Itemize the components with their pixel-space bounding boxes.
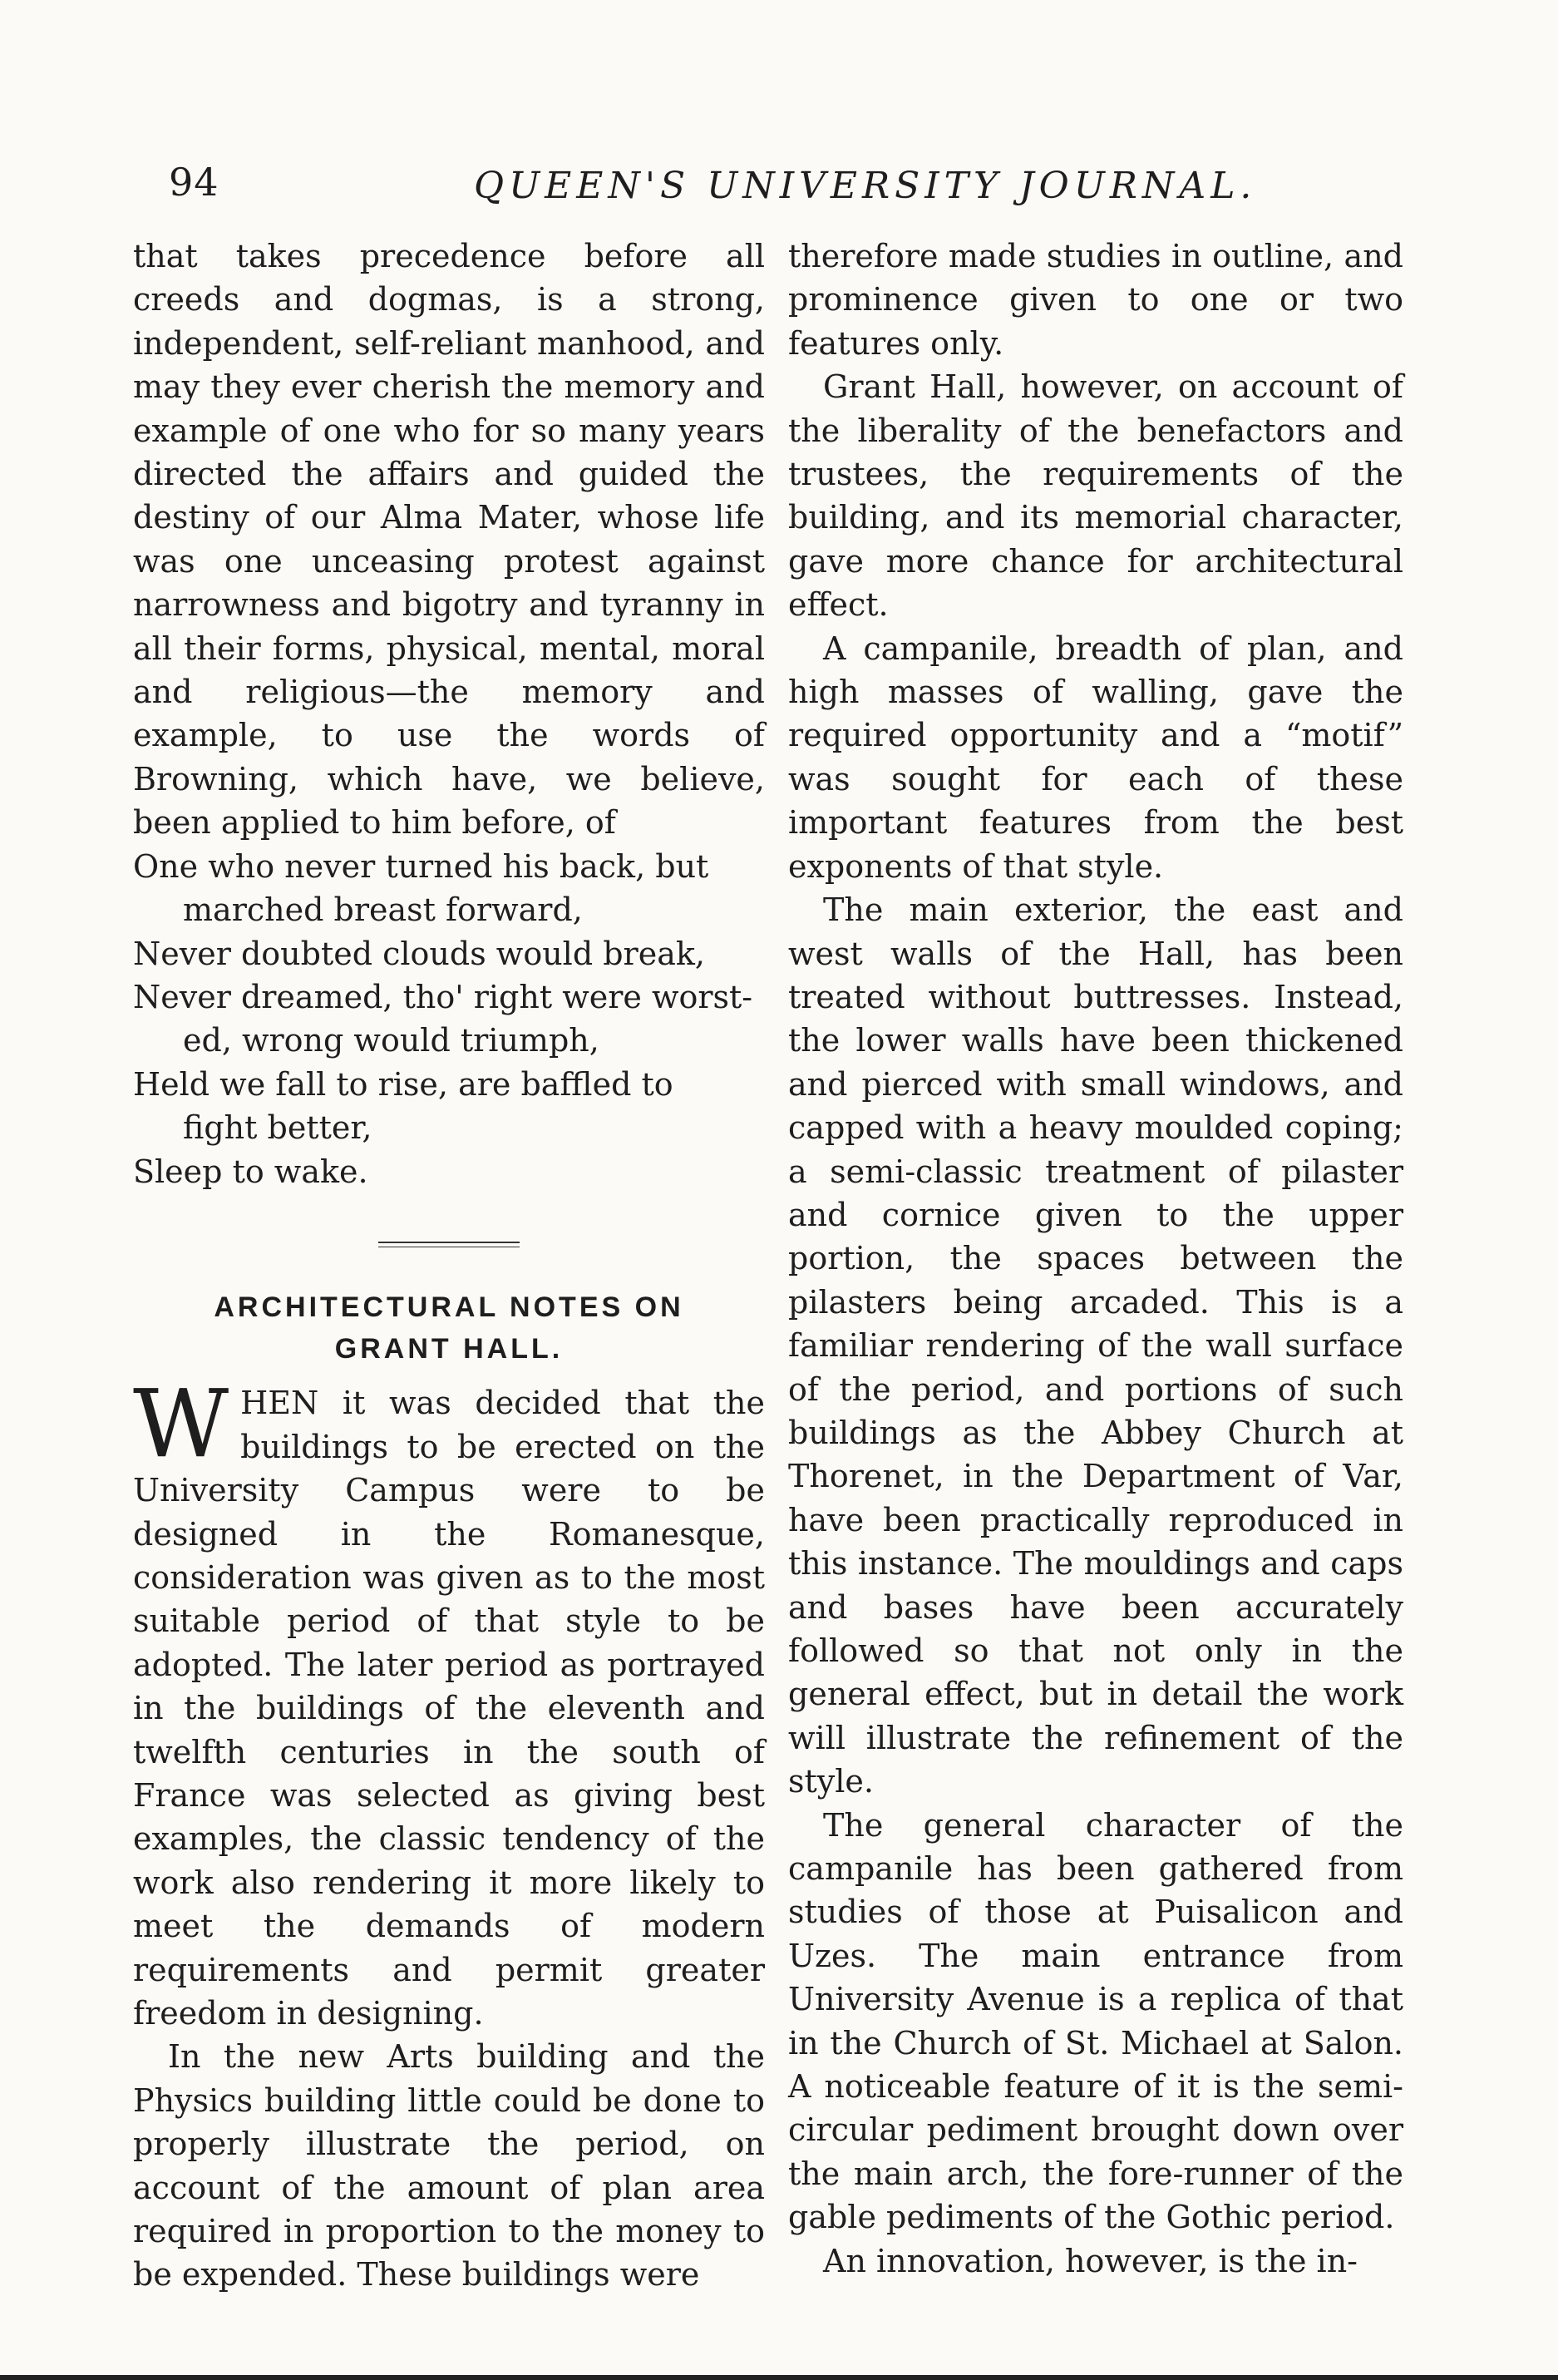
paragraph: The main exterior, the east and west walls of the Hall, has been treated without buttresses. Instead, the lower walls have been thickened and pierced with small windows, and capped with a heavy moulded coping; a semi-classic treatment of pilaster and cornice given to the upper portion, the spaces between the pilasters being arcaded. This is a familiar rendering of the wall surface of the period, and portions of such buildings as the Abbey Church at Thorenet, in the Department of Var, have been practically reproduced in this instance. The mouldings and caps and bases have been accurately followed so that not only in the general effect, but in detail the work will illustrate the refinement of the style. [788, 891, 1403, 1800]
article-heading [133, 1286, 765, 1370]
verse-line: ed, wrong would triumph, [183, 1022, 599, 1059]
verse-line: Never doubted clouds would break, [133, 935, 705, 972]
paragraph: Grant Hall, however, on account of the liberality of the benefactors and trustees, the requirements of the building, and its memorial character, gave more chance for architectural effect. [788, 368, 1403, 624]
verse-line: fight better, [183, 1109, 372, 1147]
page-number: 94 [169, 160, 219, 205]
page-edge-rule [0, 2375, 1558, 2380]
drop-cap: W [133, 1370, 229, 1479]
heading-line: ARCHITECTURAL NOTES ON [214, 1291, 684, 1324]
paragraph: The general character of the campanile has been gathered from studies of those at Puisalicon and Uzes. The main entrance from University Avenue is a replica of that in the Church of St. Michael at Salon. A noticeable feature of it is the semi-circular pediment brought down over the main arch, the fore-runner of the gable pediments of the Gothic period. [788, 1806, 1403, 2236]
verse-line: marched breast forward, [183, 891, 583, 929]
section-divider [133, 1215, 765, 1258]
verse-line: Sleep to wake. [133, 1153, 368, 1190]
running-head: QUEEN'S UNIVERSITY JOURNAL. [474, 165, 1257, 207]
paragraph: A campanile, breadth of plan, and high masses of walling, gave the required opportunity and a “motif” was sought for each of these important features from the best exponents of that style. [788, 630, 1403, 885]
verse-line: Held we fall to rise, are baffled to [133, 1065, 673, 1103]
paragraph: An innovation, however, is the in- [823, 2242, 1358, 2279]
verse-quotation [133, 845, 765, 1193]
left-column [133, 235, 765, 2297]
verse-line: One who never turned his back, but [133, 847, 709, 885]
paragraph: that takes precedence before all creeds and dogmas, is a strong, independent, self-reliant manhood, and may they ever cherish the memory and example of one who for so many years directed the affairs and guided the destiny of our Alma Mater, whose life was one unceasing protest against narrowness and bigotry and tyranny in all their forms, physical, mental, moral and religious—the memory and example, to use the words of Browning, which have, we believe, been applied to him before, of [133, 238, 765, 842]
paragraph-with-drop-cap [133, 1370, 765, 2035]
verse-line: Never dreamed, tho' right were worst- [133, 978, 753, 1015]
right-column [788, 235, 1403, 2283]
paragraph: therefore made studies in outline, and prominence given to one or two features only. [788, 238, 1403, 362]
heading-line: GRANT HALL. [334, 1333, 564, 1365]
paragraph-text: HEN it was decided that the buildings to be erected on the University Campus were to be designed in the Romanesque, consideration was given as to the most suitable period of that style to be adopted. The later period as portrayed in the buildings of the eleventh and twelfth centuries in the south of France was selected as giving best examples, the classic tendency of the work also rendering it more likely to meet the demands of modern requirements and permit greater freedom in designing. [133, 1385, 765, 2032]
paragraph: In the new Arts building and the Physics building little could be done to properly illustrate the period, on account of the amount of plan area required in proportion to the money to be expended. These buildings were [133, 2038, 765, 2294]
